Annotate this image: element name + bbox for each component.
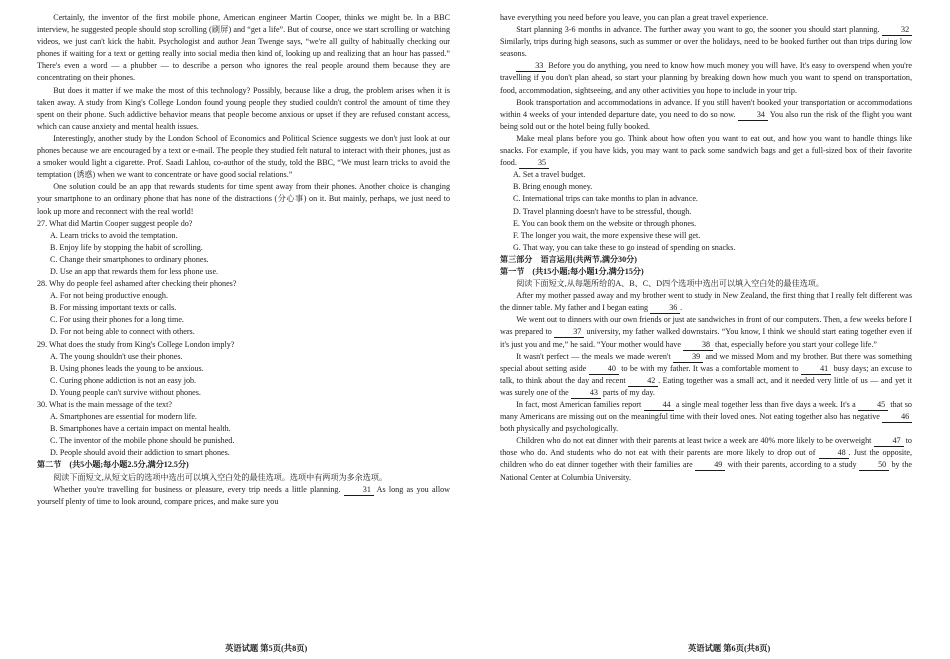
text: university, my father walked downstairs. “You know, I think we should start eating together even if it's just you and me,” he said. “Your mother would have: [500, 327, 912, 349]
text: a single meal together less than five days a week. It's a: [675, 400, 856, 409]
page-footer-left: 英语试题 第5页(共8页): [225, 644, 308, 653]
answer-blank[interactable]: 34: [738, 110, 768, 121]
answer-blank[interactable]: 46: [882, 412, 912, 423]
text: Children who do not eat dinner with their parents at least twice a week are 40% more likely to be overweight: [516, 436, 872, 446]
right-column: [500, 12, 912, 484]
text: As long as you allow yourself plenty of time to look around, compare prices, and make sure you: [37, 484, 451, 506]
question-30: 30. What is the main message of the text?: [37, 400, 172, 409]
option: C. Change their smartphones to ordinary phones.: [49, 254, 209, 264]
answer-blank[interactable]: 35: [519, 158, 549, 169]
option: A. For not being productive enough.: [49, 291, 168, 301]
passage-paragraph: have everything you need before you leave, you can plan a great travel experience.: [500, 13, 769, 22]
option: C. International trips can take months to plan in advance.: [512, 194, 698, 204]
text: with their parents, according to a study: [727, 460, 857, 470]
answer-blank[interactable]: 32: [882, 25, 912, 36]
question-29: 29. What does the study from King's College London imply?: [37, 339, 235, 349]
passage-paragraph: One solution could be an app that rewards students for time spent away from their phones. Another choice is changing your smartphone to an ordinary phone that has none of the distractions (分心事) on it. But mainly, perhaps, we just need to look up more and reconnect with the real world!: [37, 182, 450, 216]
text: busy days; an excuse to talk, to think about the day and recent: [500, 363, 912, 385]
section-instructions: 阅读下面短文,从每题所给的A、B、C、D四个选项中选出可以填入空白处的最佳选项。: [516, 279, 824, 289]
text: Start planning 3-6 months in advance. The further away you want to go, the sooner you should start planning.: [516, 25, 880, 35]
option: A. The young shouldn't use their phones.: [49, 351, 183, 361]
option: E. You can book them on the website or through phones.: [512, 218, 697, 228]
text: by the National Center at Columbia University.: [500, 460, 912, 482]
page-footer-right: 英语试题 第6页(共8页): [688, 644, 771, 653]
passage-paragraph: [500, 314, 912, 350]
option: B. For missing important texts or calls.: [49, 303, 177, 313]
text: Make meal plans before you go. Think about how often you want to eat out, and how you want to handle things like snacks. For example, if you have kids, you may want to pack some sandwich bags and get a full-sized box of their favorite food.: [500, 133, 912, 168]
passage-paragraph: Certainly, the inventor of the first mobile phone, American engineer Martin Cooper, thinks we might be. In a BBC interview, he suggested people should stop scrolling (刷屏) and “get a life”. But of course, once we start scrolling or watching videos, we just can't kick the habit. Psychologist and author Jean Twenge says, “we're all guilty of habitually checking our phones if waiting for a text or getting really into social media then kind of, looking up and realizing that an hour has passed.” There's even a word — a phubber — to describe a person who ignores the real people around them because they are concentrating on their phones.: [37, 13, 450, 83]
answer-blank[interactable]: 48: [819, 448, 849, 459]
answer-blank[interactable]: 47: [874, 436, 904, 447]
question-27: 27. What did Martin Cooper suggest people do?: [37, 218, 193, 228]
answer-blank[interactable]: 33: [516, 61, 546, 72]
text: and we missed Mom and my brother. But there was something special about setting aside: [500, 351, 912, 373]
answer-blank[interactable]: 49: [695, 460, 725, 471]
passage-paragraph: [500, 351, 912, 399]
section-instructions: 阅读下面短文,从短文后的选项中选出可以填入空白处的最佳选项。选项中有两项为多余选项。: [53, 472, 388, 482]
answer-blank[interactable]: 38: [683, 340, 713, 351]
option: C. The inventor of the mobile phone should be punished.: [49, 436, 235, 446]
text: to be with my father. It was a comfortable moment to: [621, 363, 799, 373]
answer-blank[interactable]: 50: [859, 460, 889, 471]
option: A. Set a travel budget.: [512, 170, 586, 180]
passage-paragraph: [37, 484, 450, 508]
text: Similarly, trips during high seasons, such as summer or over the holidays, need to be booked further out than trips during low seasons.: [500, 37, 912, 59]
text: Book transportation and accommodations in advance. If you still haven't booked your transportation or accommodations within 4 weeks of your intended departure date, you need to do so now.: [500, 97, 912, 119]
answer-blank[interactable]: 43: [571, 388, 601, 399]
option: D. Travel planning doesn't have to be stressful, though.: [512, 206, 692, 216]
question-28: 28. Why do people feel ashamed after checking their phones?: [37, 279, 237, 289]
option: B. Using phones leads the young to be anxious.: [49, 363, 204, 373]
text: Whether you're travelling for business or pleasure, every trip needs a little planning.: [53, 484, 341, 494]
option: A. Learn tricks to avoid the temptation.: [49, 230, 178, 240]
text: . Just the opposite, children who do eat dinner together with their families are: [500, 448, 912, 470]
answer-blank[interactable]: 40: [589, 364, 619, 375]
passage-paragraph: [500, 290, 912, 314]
text: that, especially before you start your college life.”: [714, 339, 878, 349]
option: A. Smartphones are essential for modern life.: [49, 412, 197, 422]
text: We went out to dinners with our own friends or just ate sandwiches in front of our computers. Then, a few weeks before I was prepared to: [500, 315, 912, 337]
text: In fact, most American families report: [516, 400, 642, 409]
left-column: [37, 12, 450, 508]
option: D. Young people can't survive without phones.: [49, 387, 201, 397]
text: both physically and psychologically.: [500, 424, 619, 434]
passage-paragraph: [500, 399, 912, 435]
option: C. Curing phone addiction is not an easy job.: [49, 375, 197, 385]
option: B. Smartphones have a certain impact on mental health.: [49, 424, 231, 434]
answer-blank[interactable]: 41: [801, 364, 831, 375]
passage-paragraph: Interestingly, another study by the London School of Economics and Political Science suggests we don't just look at our phones because we are encouraged by a text or e-mail. The people they studied felt natural to interact with their phones, just as a smoker would light a cigarette. Prof. Saadi Lahlou, co-author of the study, told the BBC, “We must learn tricks to avoid the temptation (诱惑) when we want to concentrate or have good social relations.”: [37, 133, 450, 180]
answer-blank[interactable]: 45: [858, 400, 888, 411]
passage-paragraph: [500, 24, 912, 60]
answer-blank[interactable]: 37: [554, 327, 584, 338]
part-heading: 第三部分 语言运用(共两节,满分30分): [500, 254, 637, 264]
option: D. People should avoid their addiction to smart phones.: [49, 448, 230, 458]
text: You also run the risk of the flight you want being sold out or the hotel being fully booked.: [500, 109, 913, 131]
answer-blank[interactable]: 44: [644, 400, 674, 411]
text: After my mother passed away and my brother went to study in New Zealand, the first thing that I really felt different was the dinner table. My father and I began eating: [500, 291, 912, 313]
answer-blank[interactable]: 31: [344, 485, 374, 496]
passage-paragraph: [500, 60, 912, 96]
answer-blank[interactable]: 36: [650, 303, 680, 314]
answer-blank[interactable]: 42: [628, 376, 658, 387]
answer-blank[interactable]: 39: [673, 352, 703, 363]
text: It wasn't perfect — the meals we made weren't: [516, 351, 671, 361]
passage-paragraph: But does it matter if we make the most of this technology? Possibly, because like a drug, the problem arises when it is taken away. A study from King's College London found young people they studied couldn't control the amount of time they spent on their phone. Such addictive behavior means that people become anxious or upset if they are refused constant access, which can cause anxiety and mental health issues.: [37, 85, 450, 131]
text: Before you do anything, you need to know how much money you will have. It's easy to overspend when you're travelling if you don't plan ahead, so start your planning by breaking down how much you want to spend on transportation, food, accommodation, sightseeing, and any other activities you hope to include in your trip.: [500, 61, 912, 95]
passage-paragraph: [500, 133, 912, 169]
option: D. Use an app that rewards them for less phone use.: [49, 266, 219, 276]
text: . Eating together was a small act, and it needed very little of us — and yet it was surely one of the: [500, 375, 912, 397]
option: B. Bring enough money.: [512, 182, 593, 192]
option: F. The longer you wait, the more expensive these will get.: [512, 230, 701, 240]
section-heading: 第一节 (共15小题;每小题1分,满分15分): [500, 266, 644, 276]
section-heading: 第二节 (共5小题;每小题2.5分,满分12.5分): [37, 460, 189, 470]
text: .: [680, 303, 683, 313]
passage-paragraph: [500, 435, 912, 483]
passage-paragraph: [500, 97, 912, 133]
option: C. For using their phones for a long time.: [49, 315, 184, 325]
option: D. For not being able to connect with others.: [49, 327, 195, 337]
text: that so many Americans are missing out on the meaningful time with their loved ones. Not eating together also has negative: [500, 400, 912, 422]
option: B. Enjoy life by stopping the habit of scrolling.: [49, 242, 203, 252]
option: G. That way, you can take these to go instead of spending on snacks.: [512, 242, 736, 252]
text: parts of my day.: [602, 387, 655, 397]
text: to those who do. And students who do not eat with their parents are more likely to drop out of: [500, 436, 912, 458]
